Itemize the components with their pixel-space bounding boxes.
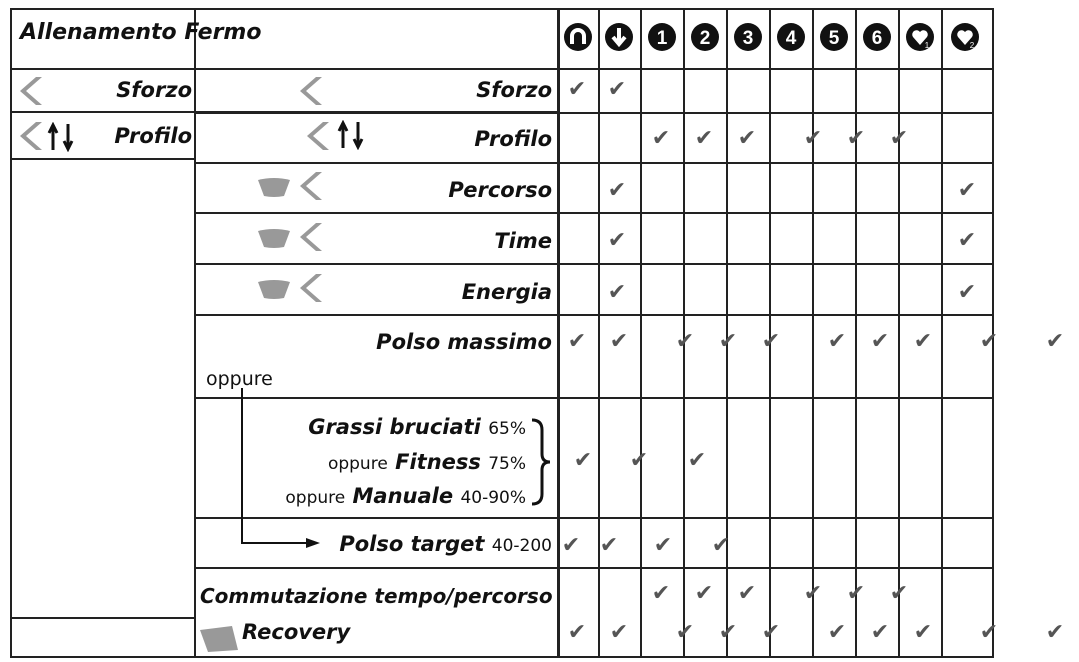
col-line (194, 8, 196, 658)
check-mark: ✔ (889, 581, 909, 606)
chevron-left-icon (298, 272, 324, 304)
up-down-arrows-icon (46, 122, 76, 152)
heart-1-icon (905, 22, 935, 52)
row-line (196, 162, 994, 164)
check-mark: ✔ (609, 329, 629, 354)
row-line (196, 112, 994, 114)
check-mark: ✔ (803, 581, 823, 606)
check-mark: ✔ (957, 228, 977, 253)
row-line (10, 617, 195, 619)
number-2-icon (690, 22, 720, 52)
row-label-commutazione: Commutazione tempo/percorso (200, 584, 553, 608)
check-mark: ✔ (653, 533, 673, 558)
check-mark: ✔ (718, 620, 738, 645)
arrow-down-icon (604, 22, 634, 52)
row-line (10, 158, 195, 160)
table-left-border (10, 8, 12, 658)
check-mark: ✔ (803, 126, 823, 151)
check-mark: ✔ (737, 581, 757, 606)
left-label-profilo: Profilo (114, 124, 192, 148)
check-mark: ✔ (694, 581, 714, 606)
heart-2-icon (950, 22, 980, 52)
fitness-label: Fitness (395, 450, 481, 474)
check-mark: ✔ (607, 178, 627, 203)
recovery-button-icon (198, 624, 240, 654)
check-mark: ✔ (629, 448, 649, 473)
number-4-icon (776, 22, 806, 52)
number-1-label: 1 (656, 28, 668, 49)
number-3-label: 3 (742, 28, 754, 49)
number-6-label: 6 (871, 28, 883, 49)
number-4-label: 4 (785, 28, 797, 49)
row-label-energia: Energia (461, 280, 552, 304)
row-label-recovery: Recovery (242, 620, 351, 644)
col-line (898, 8, 900, 658)
connector-arrow-icon (236, 388, 322, 550)
check-mark: ✔ (651, 126, 671, 151)
number-5-label: 5 (828, 28, 840, 49)
manuale-prefix: oppure (285, 488, 346, 508)
check-mark: ✔ (694, 126, 714, 151)
check-mark: ✔ (827, 620, 847, 645)
check-mark: ✔ (609, 620, 629, 645)
check-mark: ✔ (913, 329, 933, 354)
curly-brace-icon (528, 416, 554, 508)
row-label-polso-massimo: Polso massimo (376, 330, 552, 354)
up-down-arrows-icon (336, 120, 366, 150)
page-title: Allenamento Fermo (20, 20, 262, 45)
check-mark: ✔ (761, 329, 781, 354)
check-mark: ✔ (718, 329, 738, 354)
grassi-label: Grassi bruciati (308, 415, 481, 439)
check-mark: ✔ (687, 448, 707, 473)
number-1-icon (647, 22, 677, 52)
check-mark: ✔ (607, 280, 627, 305)
header-bottom-border (10, 68, 994, 70)
arrow-up-icon (563, 22, 593, 52)
col-line-main (557, 8, 560, 658)
check-mark: ✔ (567, 77, 587, 102)
check-mark: ✔ (761, 620, 781, 645)
set-button-icon (256, 227, 292, 249)
row-label-time: Time (494, 229, 552, 253)
check-mark: ✔ (870, 620, 890, 645)
left-label-sforzo: Sforzo (116, 78, 192, 102)
check-mark: ✔ (1045, 620, 1065, 645)
check-mark: ✔ (737, 126, 757, 151)
grassi-value: 65% (488, 419, 526, 439)
row-label-percorso: Percorso (448, 178, 552, 202)
table-bottom-border (10, 656, 994, 658)
check-mark: ✔ (651, 581, 671, 606)
check-mark: ✔ (607, 228, 627, 253)
heart-2-sub: 2 (969, 41, 975, 50)
number-5-icon (819, 22, 849, 52)
fitness-value: 75% (488, 454, 526, 474)
chevron-left-icon (298, 170, 324, 202)
check-mark: ✔ (913, 620, 933, 645)
col-line (855, 8, 857, 658)
check-mark: ✔ (979, 620, 999, 645)
set-button-icon (256, 278, 292, 300)
table-top-border (10, 8, 994, 10)
check-mark: ✔ (846, 581, 866, 606)
set-button-icon (256, 176, 292, 198)
chevron-left-icon (18, 120, 44, 152)
oppure-label: oppure (206, 368, 273, 390)
check-mark: ✔ (567, 329, 587, 354)
check-mark: ✔ (889, 126, 909, 151)
check-mark: ✔ (1045, 329, 1065, 354)
col-line (812, 8, 814, 658)
heart-1-sub: 1 (924, 41, 930, 50)
row-line (196, 212, 994, 214)
chevron-left-icon (298, 221, 324, 253)
row-label-sforzo: Sforzo (476, 78, 552, 102)
manuale-value: 40-90% (460, 488, 526, 508)
check-mark: ✔ (711, 533, 731, 558)
number-3-icon (733, 22, 763, 52)
check-mark: ✔ (957, 178, 977, 203)
row-line (196, 263, 994, 265)
chevron-left-icon (18, 75, 44, 107)
col-line (598, 8, 600, 658)
check-mark: ✔ (846, 126, 866, 151)
row-label-profilo: Profilo (474, 127, 552, 151)
chevron-left-icon (298, 75, 324, 107)
check-mark: ✔ (567, 620, 587, 645)
check-mark: ✔ (561, 533, 581, 558)
row-line (196, 314, 994, 316)
fitness-prefix: oppure (327, 454, 388, 474)
number-6-icon (862, 22, 892, 52)
check-mark: ✔ (675, 620, 695, 645)
polso-target-label: Polso target (339, 532, 485, 556)
check-mark: ✔ (870, 329, 890, 354)
check-mark: ✔ (957, 280, 977, 305)
check-mark: ✔ (607, 77, 627, 102)
col-line (941, 8, 943, 658)
check-mark: ✔ (573, 448, 593, 473)
polso-target-value: 40-200 (491, 536, 552, 556)
col-line (640, 8, 642, 658)
row-line (196, 567, 994, 569)
polso-target-row (320, 532, 552, 556)
manuale-label: Manuale (352, 484, 454, 508)
check-mark: ✔ (827, 329, 847, 354)
check-mark: ✔ (979, 329, 999, 354)
check-mark: ✔ (675, 329, 695, 354)
chevron-left-icon (305, 120, 331, 152)
number-2-label: 2 (699, 28, 711, 49)
check-mark: ✔ (599, 533, 619, 558)
